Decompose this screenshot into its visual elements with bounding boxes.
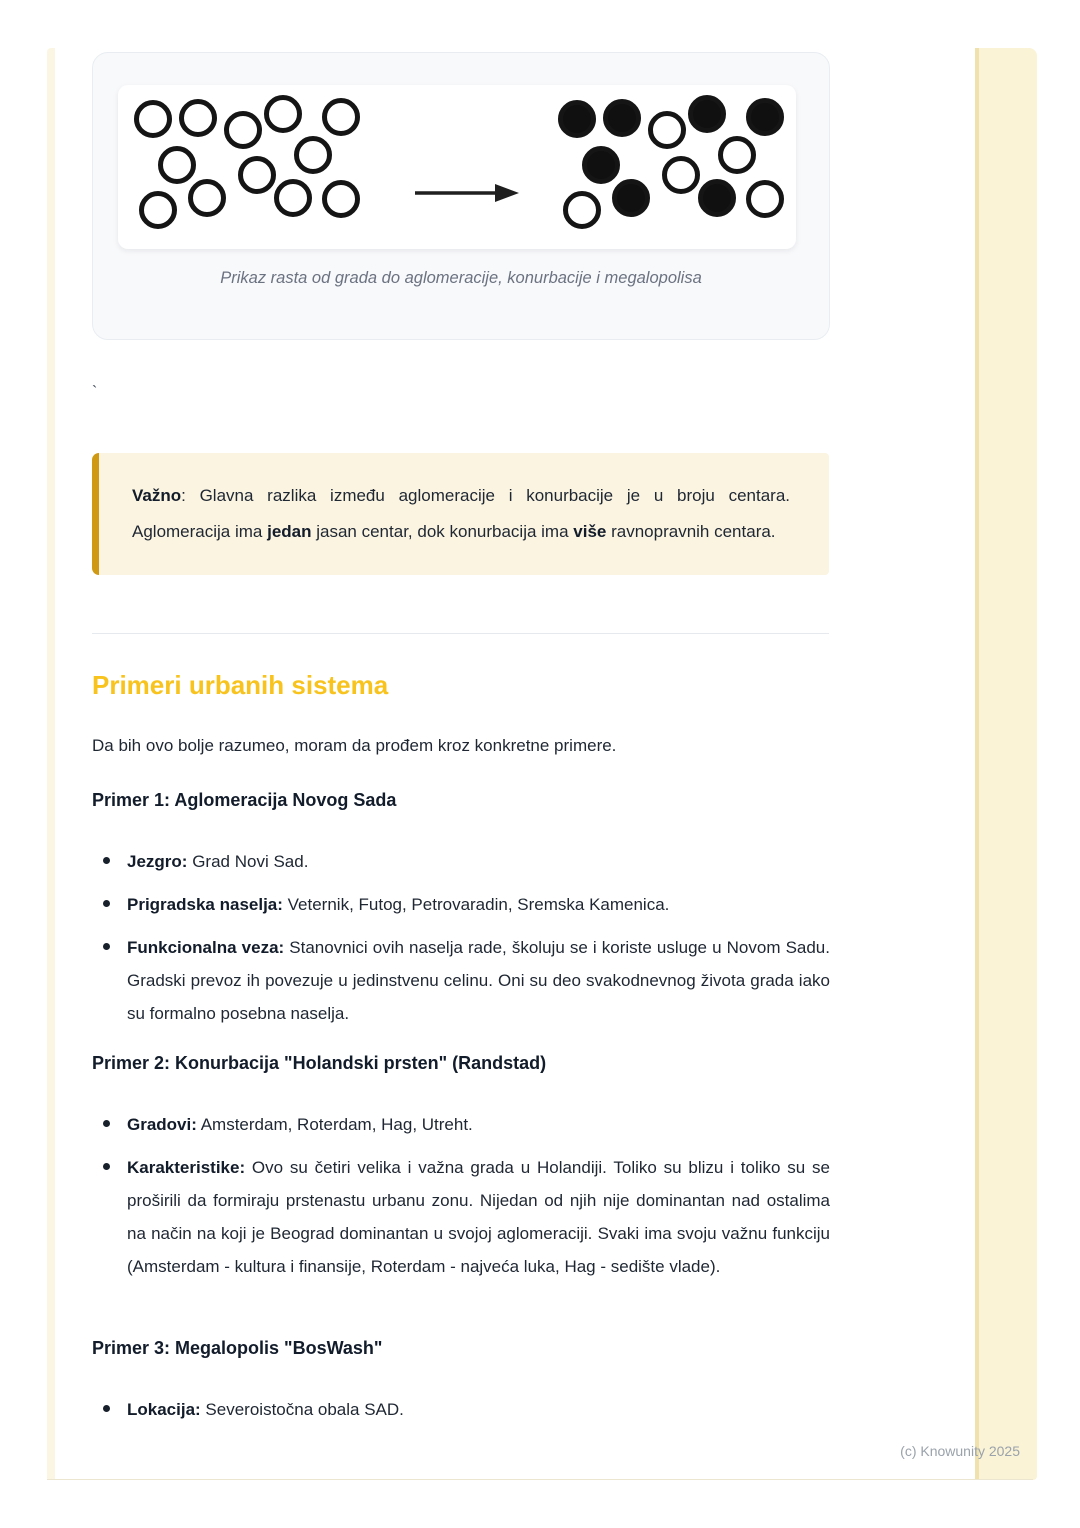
figure-card bbox=[92, 52, 830, 340]
stray-backtick: ` bbox=[92, 384, 98, 401]
city-after-circle bbox=[718, 136, 756, 174]
city-before-circle bbox=[139, 191, 177, 229]
list-item bbox=[92, 1151, 830, 1283]
example-block bbox=[92, 1051, 830, 1293]
city-after-circle bbox=[746, 180, 784, 218]
bullet-icon bbox=[103, 900, 110, 907]
city-before-circle bbox=[158, 146, 196, 184]
list-item bbox=[92, 931, 830, 1030]
list-item bbox=[92, 1108, 830, 1141]
city-before-circle bbox=[264, 95, 302, 133]
item-label: Lokacija: bbox=[127, 1400, 201, 1419]
city-before-circle bbox=[322, 180, 360, 218]
item-text: Grad Novi Sad. bbox=[187, 852, 309, 871]
item-label: Jezgro: bbox=[127, 852, 188, 871]
city-before-circle bbox=[134, 100, 172, 138]
list-item bbox=[92, 888, 830, 921]
example-block bbox=[92, 1336, 830, 1436]
item-text: Veternik, Futog, Petrovaradin, Sremska Kamenica. bbox=[282, 895, 670, 914]
city-after-circle bbox=[746, 98, 784, 136]
example-block bbox=[92, 788, 830, 1040]
city-after-circle bbox=[648, 111, 686, 149]
section-intro: Da bih ovo bolje razumeo, moram da prođem kroz konkretne primere. bbox=[92, 736, 617, 755]
city-before-circle bbox=[322, 98, 360, 136]
city-after-circle bbox=[612, 179, 650, 217]
important-callout bbox=[92, 453, 829, 575]
city-after-circle bbox=[558, 100, 596, 138]
city-before-circle bbox=[188, 179, 226, 217]
example-list bbox=[92, 1108, 830, 1283]
bullet-icon bbox=[103, 1120, 110, 1127]
city-before-circle bbox=[274, 179, 312, 217]
item-text: Amsterdam, Roterdam, Hag, Utreht. bbox=[196, 1115, 473, 1134]
example-list bbox=[92, 1393, 830, 1426]
callout-bold-text: jedan bbox=[267, 522, 312, 541]
city-after-circle bbox=[662, 156, 700, 194]
copyright-notice: (c) Knowunity 2025 bbox=[900, 1443, 1020, 1459]
item-text: Severoistočna obala SAD. bbox=[200, 1400, 404, 1419]
right-arrow-icon bbox=[411, 178, 521, 208]
city-after-circle bbox=[688, 95, 726, 133]
page-right-band bbox=[975, 48, 1037, 1480]
city-after-circle bbox=[582, 146, 620, 184]
figure-canvas bbox=[118, 85, 796, 249]
callout-bold-text: Važno bbox=[132, 486, 182, 505]
example-list bbox=[92, 845, 830, 1030]
bullet-icon bbox=[103, 1163, 110, 1170]
item-text: Stanovnici ovih naselja rade, školuju se i koriste usluge u Novom Sadu. Gradski prevoz ih povezuje u jedinstvenu celinu. Oni su deo svakodnevnog života grada iako su formalno posebna naselja. bbox=[127, 938, 830, 1023]
list-item bbox=[92, 1393, 830, 1426]
city-before-circle bbox=[238, 156, 276, 194]
example-heading: Primer 1: Aglomeracija Novog Sada bbox=[92, 790, 397, 810]
item-label: Funkcionalna veza: bbox=[127, 938, 285, 957]
page-left-edge bbox=[47, 48, 55, 1480]
bullet-icon bbox=[103, 1405, 110, 1412]
city-before-circle bbox=[294, 136, 332, 174]
city-after-circle bbox=[603, 99, 641, 137]
example-heading: Primer 2: Konurbacija "Holandski prsten" (Randstad) bbox=[92, 1053, 547, 1073]
section-title: Primeri urbanih sistema bbox=[92, 670, 389, 700]
item-text: Ovo su četiri velika i važna grada u Holandiji. Toliko su blizu i toliko su se proširili da formiraju prstenastu urbanu zonu. Nijedan od njih nije dominantan nad ostalima na način na koji je Beograd dominantan u svojoj aglomeraciji. Svaki ima svoju važnu funkciju (Amsterdam - kultura i finansije, Roterdam - najveća luka, Hag - sedište vlade). bbox=[127, 1158, 830, 1276]
city-after-circle bbox=[563, 191, 601, 229]
callout-text bbox=[132, 486, 790, 541]
bullet-icon bbox=[103, 943, 110, 950]
city-before-circle bbox=[179, 99, 217, 137]
callout-plain-text: jasan centar, dok konurbacija ima bbox=[311, 522, 574, 541]
bullet-icon bbox=[103, 857, 110, 864]
section-divider bbox=[92, 633, 829, 634]
list-item bbox=[92, 845, 830, 878]
callout-plain-text: : Glavna razlika između aglomeracije i konurbacije je u broju centara. Aglomeracija ima bbox=[132, 486, 790, 541]
callout-plain-text: ravnopravnih centara. bbox=[606, 522, 776, 541]
item-label: Prigradska naselja: bbox=[127, 895, 283, 914]
item-label: Karakteristike: bbox=[127, 1158, 246, 1177]
figure-caption: Prikaz rasta od grada do aglomeracije, konurbacije i megalopolisa bbox=[220, 269, 702, 287]
page-bottom-edge bbox=[47, 1479, 1033, 1480]
example-heading: Primer 3: Megalopolis "BosWash" bbox=[92, 1338, 383, 1358]
item-label: Gradovi: bbox=[127, 1115, 197, 1134]
city-after-circle bbox=[698, 179, 736, 217]
city-before-circle bbox=[224, 111, 262, 149]
callout-bold-text: više bbox=[573, 522, 607, 541]
